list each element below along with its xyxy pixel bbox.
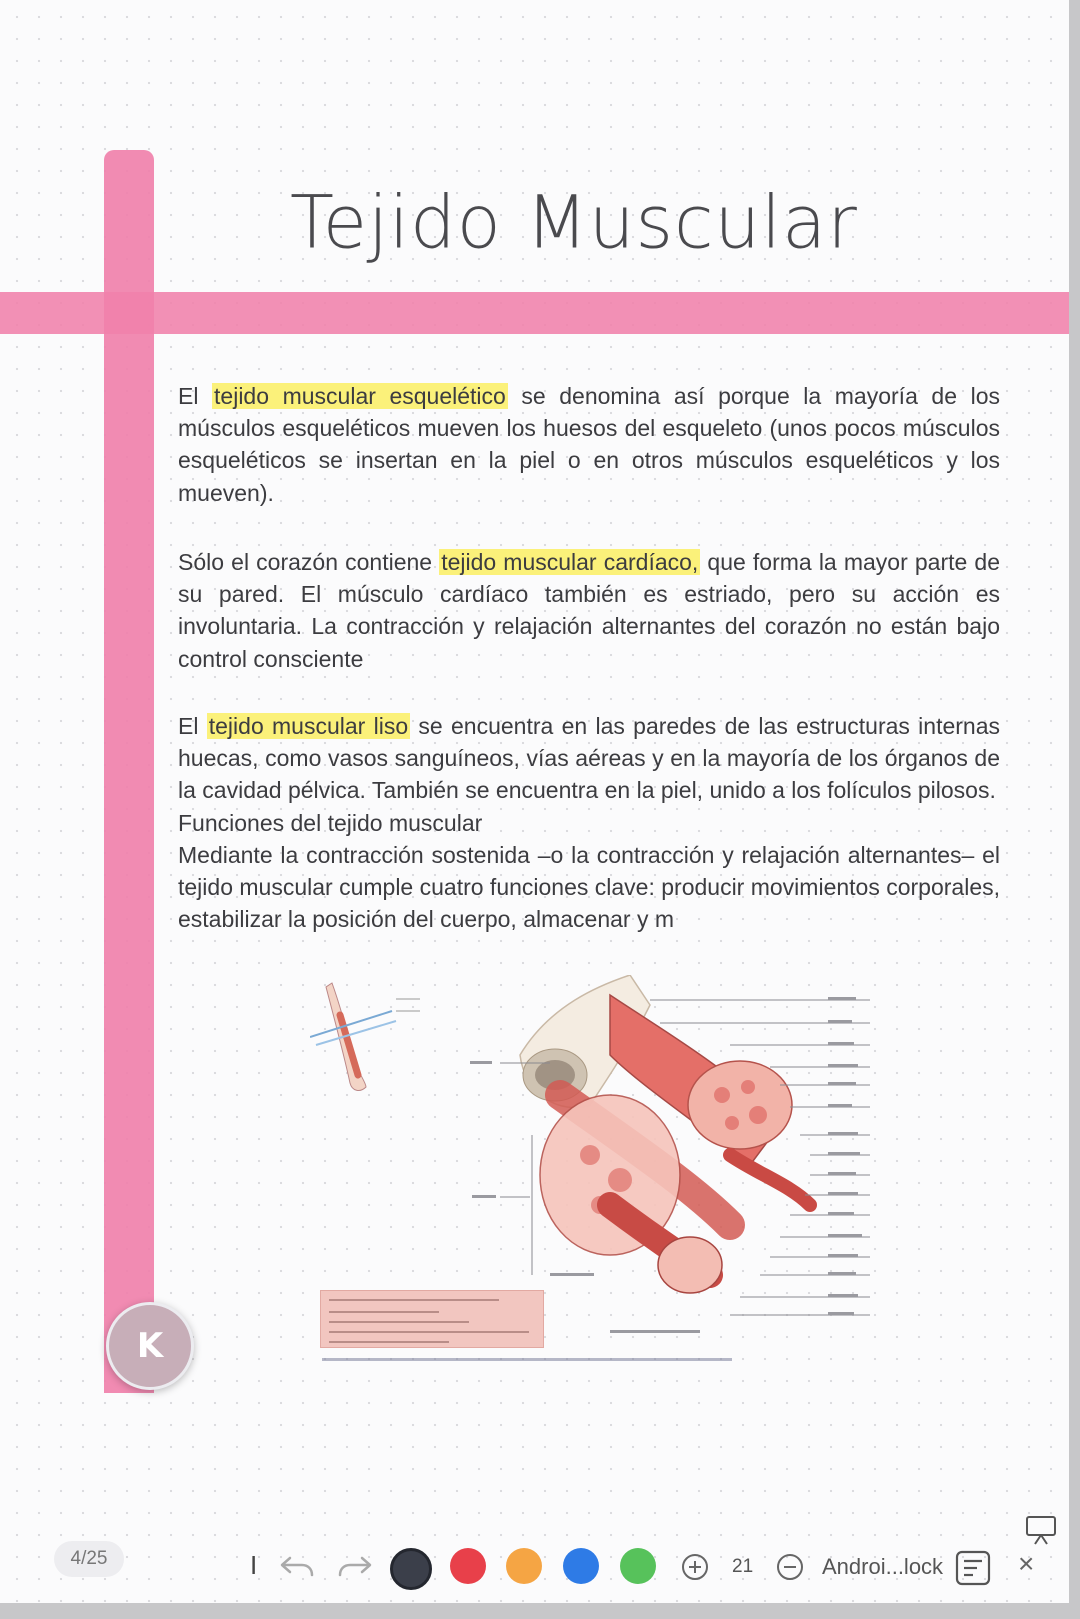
page-title: Tejido Muscular xyxy=(290,179,858,265)
zoom-level: 21 xyxy=(732,1556,754,1577)
text: El xyxy=(178,383,213,409)
highlighted-term: tejido muscular cardíaco, xyxy=(441,549,699,575)
text: El xyxy=(178,713,207,739)
limb-sketch-icon xyxy=(310,983,420,1090)
pink-vertical-marker xyxy=(104,150,154,1393)
page-indicator[interactable]: 4/25 xyxy=(54,1541,124,1577)
text: se denomina así porque la mayoría de los músculos esqueléticos mueven los huesos del esqueleto (unos pocos músculos esqueléticos se insertan en la piel o en otros músculos esqueléticos y los mueven). xyxy=(178,383,1000,506)
text: Sólo el corazón contiene xyxy=(178,549,440,575)
text: que forma la mayor parte de su pared. El músculo cardíaco también es estriado, pero su acción es involuntaria. La contracción y relajación alternantes del corazón no están bajo control consciente xyxy=(178,549,1000,672)
highlighted-term: tejido muscular liso xyxy=(208,713,409,739)
color-dark-gray[interactable] xyxy=(390,1548,432,1590)
color-red[interactable] xyxy=(450,1548,486,1584)
zoom-out-icon[interactable] xyxy=(775,1552,805,1582)
paragraph-smooth xyxy=(178,710,1000,935)
menu-lines-icon[interactable] xyxy=(955,1550,991,1586)
highlighted-term: tejido muscular esquelético xyxy=(214,383,506,409)
text: se encuentra en las paredes de las estructuras internas huecas, como vasos sanguíneos, vías aéreas y en la mayoría de los órganos de la cavidad pélvica. También se encuentra en la piel, unido a los folículos pilosos. xyxy=(178,713,1001,804)
functions-legend-box xyxy=(320,1290,544,1348)
presentation-icon[interactable] xyxy=(1024,1513,1058,1547)
pink-horizontal-marker xyxy=(0,292,1069,334)
section-heading: Funciones del tejido muscular xyxy=(178,809,483,836)
color-green[interactable] xyxy=(620,1548,656,1584)
previous-page-button[interactable] xyxy=(106,1302,194,1390)
zoom-in-icon[interactable] xyxy=(680,1552,710,1582)
color-orange[interactable] xyxy=(506,1548,542,1584)
color-blue[interactable] xyxy=(563,1548,599,1584)
text: Mediante la contracción sostenida –o la contracción y relajación alternantes– el tejido muscular cumple cuatro funciones clave: producir movimientos corporales, estabilizar la posición del cuerpo, almacenar y m xyxy=(178,841,1000,933)
paragraph-cardiac xyxy=(178,546,1000,675)
paragraph-skeletal xyxy=(178,380,1000,509)
chevron-left-icon: K xyxy=(136,1326,164,1366)
text-cursor-tool[interactable]: I xyxy=(250,1550,258,1580)
figure-caption xyxy=(322,1358,732,1361)
device-label[interactable]: Androi...lock xyxy=(822,1554,944,1579)
undo-icon[interactable] xyxy=(278,1548,318,1582)
redo-icon[interactable] xyxy=(334,1548,374,1582)
close-button[interactable]: × xyxy=(1018,1548,1035,1579)
